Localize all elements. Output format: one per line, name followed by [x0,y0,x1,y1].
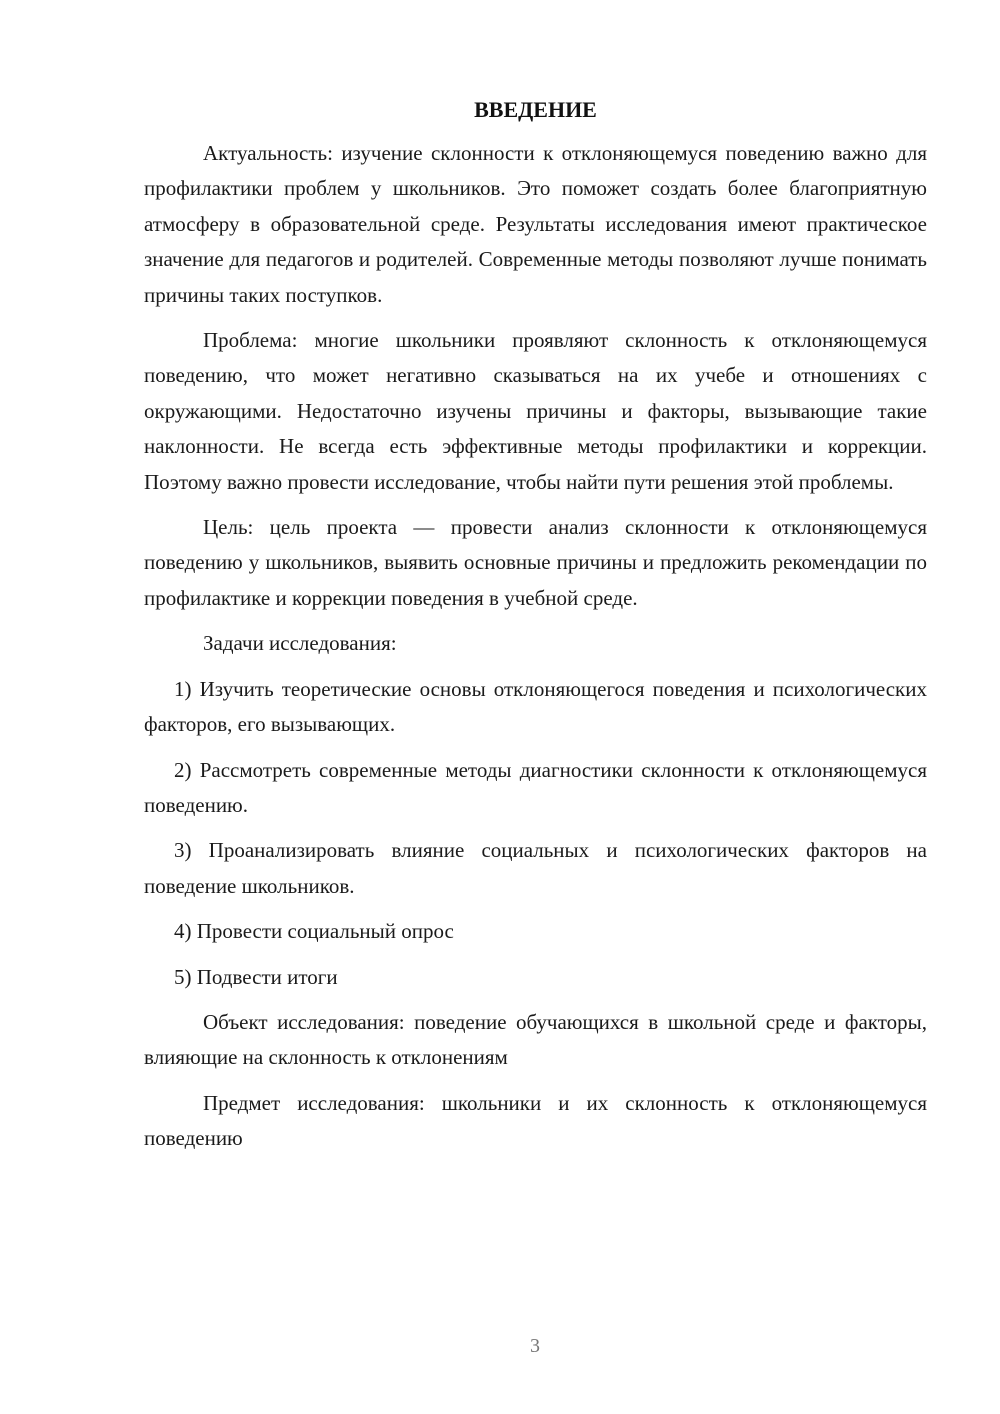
document-page [144,96,927,1167]
task-item-2: 2) Рассмотреть современные методы диагностики склонности к отклоняющемуся поведению. [144,757,927,817]
task-item-1: 1) Изучить теоретические основы отклоняющегося поведения и психологических факторов, его вызывающих. [144,676,927,737]
task-item-4: 4) Провести социальный опрос [174,919,454,944]
task-item-3: 3) Проанализировать влияние социальных и психологических факторов на поведение школьников. [144,838,927,898]
subject-paragraph: Предмет исследования: школьники и их склонность к отклоняющемуся поведению [144,1090,927,1151]
relevance-paragraph: Актуальность: изучение склонности к отклоняющемуся поведению важно для профилактики проблем у школьников. Это поможет создать более благоприятную атмосферу в образовательной среде. Результаты исследования имеют практическое значение для педагогов и родителей. Современные методы позволяют лучше понимать причины таких поступков. [144,141,927,307]
goal-paragraph: Цель: цель проекта — провести анализ склонности к отклоняющемуся поведению у школьников, выявить основные причины и предложить рекомендации по профилактике и коррекции поведения в учебной среде. [144,515,927,610]
section-heading: ВВЕДЕНИЕ [474,97,597,122]
task-item-5: 5) Подвести итоги [174,964,338,989]
object-paragraph: Объект исследования: поведение обучающихся в школьной среде и факторы, влияющие на склонность к отклонениям [144,1009,927,1070]
page-number: 3 [530,1335,540,1357]
tasks-heading: Задачи исследования: [203,631,397,656]
problem-paragraph: Проблема: многие школьники проявляют склонность к отклоняющемуся поведению, что может негативно сказываться на их учебе и отношениях с окружающими. Недостаточно изучены причины и факторы, вызывающие такие наклонности. Не всегда есть эффективные методы профилактики и коррекции. Поэтому важно провести исследование, чтобы найти пути решения этой проблемы. [144,328,927,494]
